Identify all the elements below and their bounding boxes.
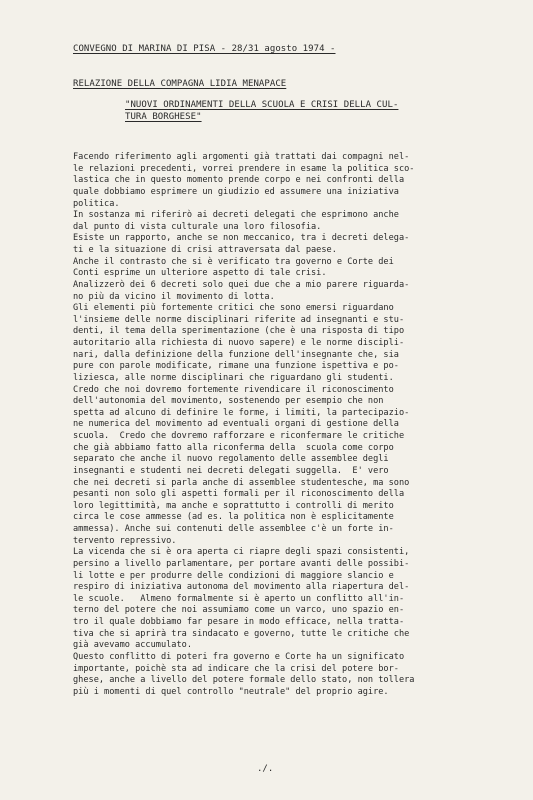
body-line: terno del potere che noi assumiamo come un varco, uno spazio en- [73,605,405,616]
body-line: nari, dalla definizione della funzione dell'insegnante che, sia [73,349,399,360]
conference-header: CONVEGNO DI MARINA DI PISA - 28/31 agosto 1974 - [73,44,336,54]
body-line: già avevamo accumulato. [73,640,192,651]
body-line: Conti esprime un ulteriore aspetto di tale crisi. [73,268,327,279]
body-line: l'insieme delle norme disciplinari riferite ad insegnanti e stu- [73,314,405,325]
body-line: ghese, anche a livello del potere formale dello stato, non tollera [73,675,415,686]
body-line: le scuole. Almeno formalmente si è aperto un conflitto all'in- [73,593,405,604]
body-line: Anche il contrasto che si è verificato tra governo e Corte dei [73,256,394,267]
body-line: separato che anche il nuovo regolamento delle assemblee degli [73,454,389,465]
body-line: che già abbiamo fatto alla riconferma della scuola come corpo [73,442,394,453]
body-line: pure con parole modificate, rimane una funzione ispettiva e po- [73,361,399,372]
body-line: ne numerica del movimento ad eventuali organi di gestione della [73,419,399,430]
body-line: denti, il tema della sperimentazione (che è una risposta di tipo [73,326,405,337]
body-line: no più da vicino il movimento di lotta. [73,291,275,302]
body-line: La vicenda che si è ora aperta ci riapre degli spazi consistenti, [73,547,410,558]
title-line-1: "NUOVI ORDINAMENTI DELLA SCUOLA E CRISI DELLA CUL- [125,100,399,110]
body-line: scuola. Credo che dovremo rafforzare e riconfermare le critiche [73,431,405,441]
body-line: Gli elementi più fortemente critici che sono emersi riguardano [73,303,394,314]
body-line: Questo conflitto di poteri fra governo e Corte ha un significato [73,651,405,662]
body-line: In sostanza mi riferirò ai decreti delegati che esprimono anche [73,210,399,221]
body-line: Credo che noi dovremo fortemente rivendicare il riconoscimento [73,384,394,395]
body-line: tervento repressivo. [73,535,177,546]
body-line: lastica che in questo momento prende corpo e nei confronti della [73,175,405,186]
body-line: liziesca, alle norme disciplinari che riguardano gli studenti. [73,372,394,383]
body-line: persino a livello parlamentare, per portare avanti delle possibi- [73,558,410,569]
body-line: li lotte e per produrre delle condizioni di maggiore slancio e [73,570,394,581]
body-line: pesanti non solo gli aspetti formali per il riconoscimento della [73,489,405,500]
body-line: loro legittimità, ma anche e soprattutto i controlli di merito [73,500,394,511]
body-line: che nei decreti si parla anche di assemblee studentesche, ma sono [73,477,410,488]
body-line: ammessa). Anche sui contenuti delle assemblee c'è un forte in- [73,524,394,534]
body-text [73,152,503,698]
body-line: respiro di iniziativa autonoma del movimento alla riapertura del- [73,582,410,593]
body-line: Esiste un rapporto, anche se non meccanico, tra i decreti delega- [73,233,410,244]
body-line: più i momenti di quel controllo "neutrale" del proprio agire. [73,686,389,697]
body-line: importante, poichè sta ad indicare che la crisi del potere bor- [73,663,399,674]
body-line: autoritario alla richiesta di nuovo sapere) e le norme discipli- [73,338,405,348]
continuation-mark: ./. [257,764,274,774]
body-line: quale dobbiamo esprimere un giudizio ed assumere una iniziativa [73,186,399,197]
body-line: insegnanti e studenti nei decreti delegati suggella. E' vero [73,465,389,476]
body-line: politica. [73,198,120,209]
body-line: spetta ad alcuno di definire le forme, i limiti, la partecipazio- [73,407,410,418]
report-heading: RELAZIONE DELLA COMPAGNA LIDIA MENAPACE [73,79,287,89]
body-line: Facendo riferimento agli argomenti già trattati dai compagni nel- [73,152,410,162]
body-line: le relazioni precedenti, vorrei prendere in esame la politica sco- [73,163,415,174]
body-line: circa le cose ammesse (ad es. la politica non è esplicitamente [73,512,394,523]
body-line: ti e la situazione di crisi attraversata dal paese. [73,245,337,255]
body-line: tiva che si aprirà tra sindacato e governo, tutte le critiche che [73,628,410,639]
body-line: dal punto di vista culturale una loro filosofia. [73,221,322,232]
body-line: dell'autonomia del movimento, sostenendo per esempio che non [73,396,384,407]
title-line-2: TURA BORGHESE" [125,112,202,122]
body-line: Analizzerò dei 6 decreti solo quei due che a mio parere riguarda- [73,279,410,290]
body-line: tro il quale dobbiamo far pesare in modo efficace, nella tratta- [73,617,405,627]
